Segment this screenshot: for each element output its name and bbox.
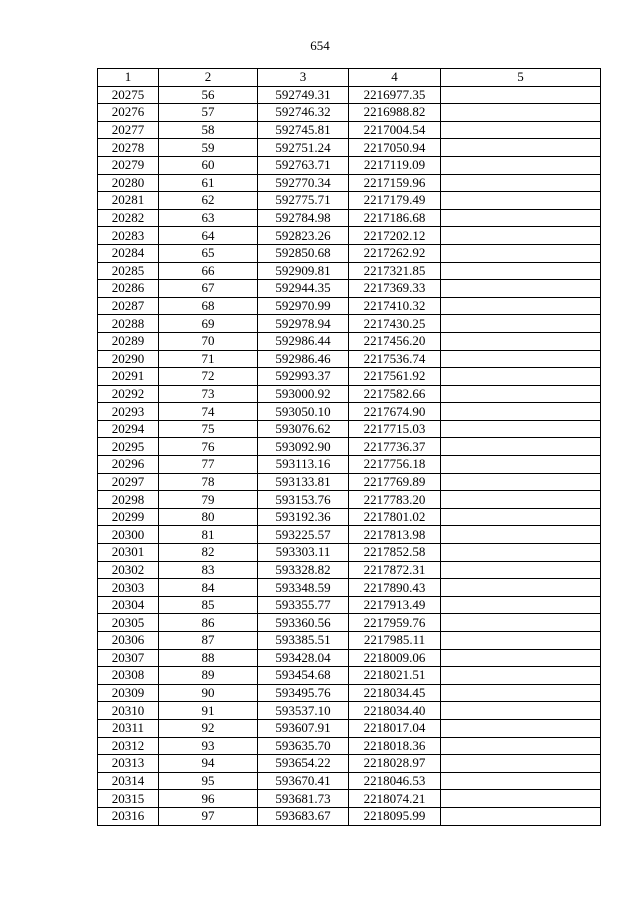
- table-cell: 593681.73: [258, 790, 349, 808]
- table-cell: 2217004.54: [349, 121, 441, 139]
- table-cell: 83: [159, 561, 258, 579]
- table-cell: 593050.10: [258, 403, 349, 421]
- table-cell: 2217050.94: [349, 139, 441, 157]
- table-cell: 2217890.43: [349, 579, 441, 597]
- table-cell: 592986.46: [258, 350, 349, 368]
- table-cell: 593076.62: [258, 420, 349, 438]
- table-cell: 593454.68: [258, 667, 349, 685]
- table-cell: [441, 297, 601, 315]
- table-cell: 2217959.76: [349, 614, 441, 632]
- table-cell: [441, 174, 601, 192]
- table-cell: 20288: [98, 315, 159, 333]
- table-cell: 593092.90: [258, 438, 349, 456]
- table-cell: [441, 667, 601, 685]
- table-cell: [441, 544, 601, 562]
- table-cell: 592823.26: [258, 227, 349, 245]
- table-row: [98, 790, 601, 808]
- table-row: [98, 86, 601, 104]
- column-header: 3: [258, 69, 349, 87]
- table-cell: 20275: [98, 86, 159, 104]
- table-cell: 593360.56: [258, 614, 349, 632]
- table-row: [98, 473, 601, 491]
- table-cell: [441, 244, 601, 262]
- table-row: [98, 104, 601, 122]
- table-row: [98, 456, 601, 474]
- table-cell: [441, 385, 601, 403]
- table-cell: 592986.44: [258, 332, 349, 350]
- table-cell: 2218034.40: [349, 702, 441, 720]
- table-row: [98, 702, 601, 720]
- table-cell: 20315: [98, 790, 159, 808]
- table-cell: [441, 702, 601, 720]
- table-cell: 97: [159, 807, 258, 825]
- table-cell: [441, 315, 601, 333]
- table-cell: 61: [159, 174, 258, 192]
- table-row: [98, 737, 601, 755]
- table-cell: 592909.81: [258, 262, 349, 280]
- table-cell: 2217582.66: [349, 385, 441, 403]
- table-cell: 20291: [98, 368, 159, 386]
- table-cell: [441, 438, 601, 456]
- table-cell: 64: [159, 227, 258, 245]
- table-cell: [441, 156, 601, 174]
- table-cell: 593385.51: [258, 632, 349, 650]
- table-cell: [441, 403, 601, 421]
- table-cell: 20311: [98, 719, 159, 737]
- table-cell: 20308: [98, 667, 159, 685]
- table-cell: 593000.92: [258, 385, 349, 403]
- table-cell: 92: [159, 719, 258, 737]
- table-cell: 20312: [98, 737, 159, 755]
- page-number: 654: [310, 38, 330, 53]
- table-row: [98, 684, 601, 702]
- coordinates-table: [97, 68, 601, 826]
- table-cell: 2217159.96: [349, 174, 441, 192]
- table-row: [98, 544, 601, 562]
- table-cell: 593225.57: [258, 526, 349, 544]
- table-row: [98, 579, 601, 597]
- table-row: [98, 719, 601, 737]
- table-cell: 2218018.36: [349, 737, 441, 755]
- table-cell: 2216977.35: [349, 86, 441, 104]
- table-row: [98, 385, 601, 403]
- table-cell: 2217913.49: [349, 596, 441, 614]
- table-cell: 68: [159, 297, 258, 315]
- table-row: [98, 227, 601, 245]
- table-cell: 593654.22: [258, 755, 349, 773]
- table-cell: 2217736.37: [349, 438, 441, 456]
- table-cell: [441, 649, 601, 667]
- header-row: [98, 69, 601, 87]
- table-cell: 593635.70: [258, 737, 349, 755]
- table-cell: 20276: [98, 104, 159, 122]
- table-row: [98, 209, 601, 227]
- table-cell: 20316: [98, 807, 159, 825]
- table-cell: 20286: [98, 280, 159, 298]
- table-cell: 2218034.45: [349, 684, 441, 702]
- table-cell: 592944.35: [258, 280, 349, 298]
- table-row: [98, 491, 601, 509]
- table-row: [98, 438, 601, 456]
- table-cell: 593303.11: [258, 544, 349, 562]
- column-header: 4: [349, 69, 441, 87]
- table-cell: [441, 473, 601, 491]
- table-cell: [441, 209, 601, 227]
- table-cell: 593113.16: [258, 456, 349, 474]
- table-cell: [441, 262, 601, 280]
- table-cell: 2217813.98: [349, 526, 441, 544]
- table-cell: [441, 684, 601, 702]
- table-cell: 20310: [98, 702, 159, 720]
- table-cell: 95: [159, 772, 258, 790]
- table-cell: 65: [159, 244, 258, 262]
- table-cell: 20289: [98, 332, 159, 350]
- table-cell: 20300: [98, 526, 159, 544]
- table-cell: 79: [159, 491, 258, 509]
- table-cell: 2217852.58: [349, 544, 441, 562]
- table-cell: 592784.98: [258, 209, 349, 227]
- table-cell: 593537.10: [258, 702, 349, 720]
- column-header: 5: [441, 69, 601, 87]
- table-cell: 2218095.99: [349, 807, 441, 825]
- table-cell: [441, 790, 601, 808]
- table-cell: 2217179.49: [349, 192, 441, 210]
- table-cell: 20298: [98, 491, 159, 509]
- table-cell: 94: [159, 755, 258, 773]
- table-row: [98, 632, 601, 650]
- table-cell: 2217119.09: [349, 156, 441, 174]
- table-cell: 20307: [98, 649, 159, 667]
- table-cell: 20284: [98, 244, 159, 262]
- table-cell: 20278: [98, 139, 159, 157]
- table-cell: 2218028.97: [349, 755, 441, 773]
- table-cell: [441, 614, 601, 632]
- table-cell: 80: [159, 508, 258, 526]
- table-cell: 77: [159, 456, 258, 474]
- table-cell: [441, 561, 601, 579]
- table-cell: 56: [159, 86, 258, 104]
- table-cell: 2218074.21: [349, 790, 441, 808]
- table-cell: 592970.99: [258, 297, 349, 315]
- table-cell: 2217369.33: [349, 280, 441, 298]
- table-cell: 593495.76: [258, 684, 349, 702]
- table-cell: 2218021.51: [349, 667, 441, 685]
- table-cell: 2218017.04: [349, 719, 441, 737]
- table-cell: 20303: [98, 579, 159, 597]
- table-cell: 85: [159, 596, 258, 614]
- table-cell: 2217202.12: [349, 227, 441, 245]
- column-header: 2: [159, 69, 258, 87]
- table-row: [98, 297, 601, 315]
- table-body: [98, 86, 601, 825]
- table-cell: 20304: [98, 596, 159, 614]
- table-cell: 592978.94: [258, 315, 349, 333]
- table-cell: 96: [159, 790, 258, 808]
- table-cell: 20287: [98, 297, 159, 315]
- table-cell: 20296: [98, 456, 159, 474]
- table-cell: 20297: [98, 473, 159, 491]
- table-cell: 20285: [98, 262, 159, 280]
- table-cell: 63: [159, 209, 258, 227]
- table-cell: [441, 104, 601, 122]
- table-cell: 76: [159, 438, 258, 456]
- table-cell: [441, 121, 601, 139]
- table-row: [98, 614, 601, 632]
- table-cell: 20277: [98, 121, 159, 139]
- table-cell: 2218009.06: [349, 649, 441, 667]
- table-cell: 593355.77: [258, 596, 349, 614]
- table-cell: [441, 807, 601, 825]
- table-cell: 2217872.31: [349, 561, 441, 579]
- table-cell: [441, 719, 601, 737]
- table-cell: 20281: [98, 192, 159, 210]
- table-cell: 20306: [98, 632, 159, 650]
- table-cell: 592993.37: [258, 368, 349, 386]
- table-cell: [441, 420, 601, 438]
- table-row: [98, 174, 601, 192]
- table-row: [98, 121, 601, 139]
- table-row: [98, 755, 601, 773]
- table-cell: 2217561.92: [349, 368, 441, 386]
- table-row: [98, 403, 601, 421]
- table-cell: [441, 755, 601, 773]
- table-cell: 593328.82: [258, 561, 349, 579]
- table-cell: [441, 508, 601, 526]
- table-cell: 593153.76: [258, 491, 349, 509]
- table-row: [98, 772, 601, 790]
- table-cell: 2217674.90: [349, 403, 441, 421]
- table-cell: 2217783.20: [349, 491, 441, 509]
- table-cell: 20292: [98, 385, 159, 403]
- table-cell: 20283: [98, 227, 159, 245]
- table-cell: 592749.31: [258, 86, 349, 104]
- table-row: [98, 526, 601, 544]
- table-row: [98, 156, 601, 174]
- table-row: [98, 280, 601, 298]
- table-cell: 74: [159, 403, 258, 421]
- table-cell: 20282: [98, 209, 159, 227]
- table-row: [98, 332, 601, 350]
- table-cell: 20290: [98, 350, 159, 368]
- table-cell: 20295: [98, 438, 159, 456]
- table-cell: 86: [159, 614, 258, 632]
- table-cell: 2217801.02: [349, 508, 441, 526]
- table-cell: 88: [159, 649, 258, 667]
- table-row: [98, 350, 601, 368]
- table-cell: [441, 526, 601, 544]
- table-cell: 70: [159, 332, 258, 350]
- table-row: [98, 368, 601, 386]
- table-cell: [441, 227, 601, 245]
- table-cell: 67: [159, 280, 258, 298]
- table-cell: 87: [159, 632, 258, 650]
- table-cell: 78: [159, 473, 258, 491]
- table-cell: 593607.91: [258, 719, 349, 737]
- table-cell: 2217985.11: [349, 632, 441, 650]
- table-cell: 60: [159, 156, 258, 174]
- column-header: 1: [98, 69, 159, 87]
- table-cell: [441, 192, 601, 210]
- table-cell: [441, 772, 601, 790]
- table-cell: [441, 86, 601, 104]
- table-cell: [441, 491, 601, 509]
- table-row: [98, 649, 601, 667]
- table-cell: 20280: [98, 174, 159, 192]
- table-cell: 593670.41: [258, 772, 349, 790]
- table-cell: 20302: [98, 561, 159, 579]
- table-cell: 592770.34: [258, 174, 349, 192]
- table-cell: 592745.81: [258, 121, 349, 139]
- table-cell: 20293: [98, 403, 159, 421]
- table-cell: [441, 368, 601, 386]
- table-cell: [441, 632, 601, 650]
- table-cell: 20299: [98, 508, 159, 526]
- table-cell: 93: [159, 737, 258, 755]
- table-cell: 84: [159, 579, 258, 597]
- table-row: [98, 244, 601, 262]
- table-cell: 20309: [98, 684, 159, 702]
- table-cell: 62: [159, 192, 258, 210]
- table-row: [98, 420, 601, 438]
- table-cell: 592850.68: [258, 244, 349, 262]
- table-cell: 2217769.89: [349, 473, 441, 491]
- table-cell: 91: [159, 702, 258, 720]
- table-cell: 58: [159, 121, 258, 139]
- table-cell: [441, 332, 601, 350]
- table-row: [98, 561, 601, 579]
- table-cell: 59: [159, 139, 258, 157]
- table-cell: 69: [159, 315, 258, 333]
- table-cell: 20313: [98, 755, 159, 773]
- table-cell: 593683.67: [258, 807, 349, 825]
- table-cell: 20305: [98, 614, 159, 632]
- table-cell: [441, 350, 601, 368]
- table-cell: 89: [159, 667, 258, 685]
- table-cell: 2218046.53: [349, 772, 441, 790]
- table-cell: [441, 280, 601, 298]
- table-cell: [441, 139, 601, 157]
- table-cell: 592775.71: [258, 192, 349, 210]
- table-cell: 73: [159, 385, 258, 403]
- table-cell: 20279: [98, 156, 159, 174]
- table-cell: 82: [159, 544, 258, 562]
- table-row: [98, 667, 601, 685]
- table-cell: [441, 456, 601, 474]
- table-cell: 592746.32: [258, 104, 349, 122]
- table-row: [98, 192, 601, 210]
- table-row: [98, 596, 601, 614]
- table-row: [98, 315, 601, 333]
- table-cell: 593133.81: [258, 473, 349, 491]
- table-cell: 81: [159, 526, 258, 544]
- table-cell: [441, 737, 601, 755]
- table-cell: 2217321.85: [349, 262, 441, 280]
- table-row: [98, 508, 601, 526]
- table-cell: 593428.04: [258, 649, 349, 667]
- table-cell: 2217410.32: [349, 297, 441, 315]
- table-cell: 2217186.68: [349, 209, 441, 227]
- table-cell: 2217715.03: [349, 420, 441, 438]
- table-cell: 20301: [98, 544, 159, 562]
- table-cell: 71: [159, 350, 258, 368]
- table-cell: 592751.24: [258, 139, 349, 157]
- table-cell: 2217262.92: [349, 244, 441, 262]
- table-cell: 2217430.25: [349, 315, 441, 333]
- table-row: [98, 262, 601, 280]
- table-cell: 66: [159, 262, 258, 280]
- table-cell: 75: [159, 420, 258, 438]
- table-cell: 20294: [98, 420, 159, 438]
- table-cell: 72: [159, 368, 258, 386]
- table-cell: 2217756.18: [349, 456, 441, 474]
- table-cell: 592763.71: [258, 156, 349, 174]
- table-row: [98, 807, 601, 825]
- table-cell: 57: [159, 104, 258, 122]
- table-cell: 90: [159, 684, 258, 702]
- table-cell: [441, 579, 601, 597]
- table-cell: 20314: [98, 772, 159, 790]
- table-row: [98, 139, 601, 157]
- table-cell: 593192.36: [258, 508, 349, 526]
- table-cell: 593348.59: [258, 579, 349, 597]
- table-cell: [441, 596, 601, 614]
- table-cell: 2217456.20: [349, 332, 441, 350]
- table-cell: 2216988.82: [349, 104, 441, 122]
- table-cell: 2217536.74: [349, 350, 441, 368]
